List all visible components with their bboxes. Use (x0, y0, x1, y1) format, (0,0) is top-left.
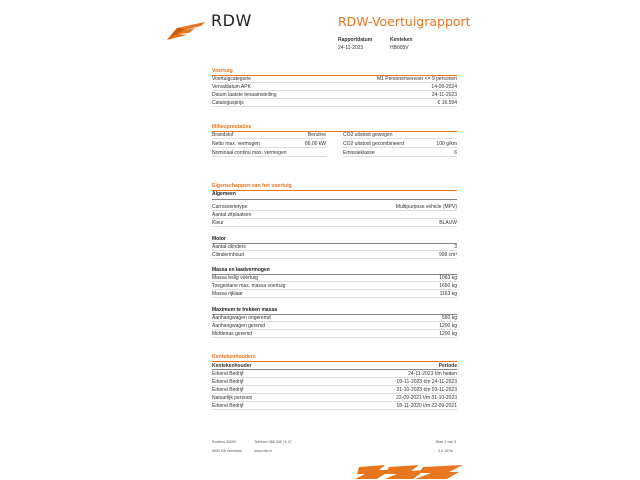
holder-period: 22-09-2021 t/m 31-10-2023 (396, 395, 457, 401)
section-title-properties: Eigenschappen van het voertuig (212, 183, 292, 189)
row-value: BLAUW (439, 220, 457, 226)
row-label: Voertuigcategorie (212, 76, 251, 82)
table-row (212, 322, 457, 330)
decorative-stripes-icon (355, 463, 465, 480)
row-value: € 16.594 (437, 100, 457, 106)
column-header-holder: Kentekenhouder (212, 363, 252, 369)
row-label: Carrosserietype (212, 204, 248, 210)
table-row (212, 131, 326, 139)
row-label: Aantal zitplaatsen (212, 212, 252, 218)
row-value: 6 (454, 150, 457, 156)
row-label: Massa ledig voertuig (212, 275, 258, 281)
footer-code: 3.0.167la (438, 449, 453, 453)
column-header-period: Periode (438, 363, 457, 369)
plate-value: HB005V (390, 45, 409, 51)
footer-postbus: Postbus 30000 (212, 440, 236, 444)
section-title-holders: Kentekenhouders (212, 354, 256, 360)
row-value: 1200 kg (439, 331, 457, 337)
table-row (212, 290, 457, 298)
table-row (212, 330, 457, 338)
section-title-environment: Milieuprestaties (212, 124, 252, 130)
table-row (212, 402, 457, 410)
row-label: Massa rijklaar (212, 291, 243, 297)
report-date-label: Rapportdatum (338, 37, 373, 43)
row-label: Nominaal continu max. vermogen (212, 150, 287, 156)
table-row (212, 394, 457, 402)
table-row (212, 99, 457, 107)
row-value: 1163 kg (439, 291, 457, 297)
holder-period: 03-11-2023 t/m 24-11-2023 (396, 379, 457, 385)
holder-name: Erkend Bedrijf (212, 387, 244, 393)
row-value: 560 kg (441, 315, 457, 321)
table-row (212, 203, 457, 211)
plate-label: Kenteken (390, 37, 413, 43)
holder-name: Natuurlijk persoon (212, 395, 253, 401)
footer-city: 9640 RA Veendam (212, 449, 242, 453)
table-row (343, 140, 457, 148)
table-row (212, 83, 457, 91)
table-row (343, 131, 457, 139)
row-value: 3 (454, 244, 457, 250)
subsection-title-mass: Massa en laadvermogen (212, 267, 270, 273)
row-label: Vervaldatum APK (212, 84, 251, 90)
footer-page-number: Blad 2 van 3 (436, 440, 456, 444)
section-rule (212, 190, 457, 191)
table-row (212, 149, 326, 157)
footer-website-link[interactable]: www.rdw.nl (254, 449, 272, 453)
row-value: Multipurpose vehicle (MPV) (395, 204, 457, 210)
row-value: Benzine (307, 132, 326, 138)
row-label: CO2 uitstoot gecombineerd (343, 141, 404, 147)
row-label: Kleur (212, 220, 224, 226)
row-label: Aantal cilinders (212, 244, 246, 250)
row-value: 999 cm³ (438, 252, 457, 258)
holder-period: 31-10-2023 t/m 03-11-2023 (396, 387, 457, 393)
row-label: Brandstof (212, 132, 234, 138)
row-label: Emissieklasse (343, 150, 375, 156)
footer-phone: Telefoon 088 008 74 47 (254, 440, 292, 444)
holder-period: 24-11-2023 t/m heden (408, 371, 457, 377)
holder-period: 18-11-2020 t/m 22-09-2021 (396, 403, 457, 409)
table-row (212, 243, 457, 251)
table-row (212, 140, 326, 148)
document-title: RDW-Voertuigrapport (338, 14, 471, 29)
brand-name: RDW (211, 11, 252, 30)
row-label: CO2 uitstoot gewogen (343, 132, 393, 138)
row-label: Toegestane max. massa voertuig (212, 283, 286, 289)
table-header-row (212, 362, 457, 370)
row-label: Aanhangwagen geremd (212, 323, 266, 329)
report-date-block (338, 37, 372, 51)
table-row (212, 251, 457, 259)
report-date-value: 24-11-2023 (338, 45, 364, 51)
row-value: 24-11-2023 (431, 92, 457, 98)
table-row (212, 211, 457, 219)
row-value: 14-09-2024 (431, 84, 457, 90)
table-row (212, 91, 457, 99)
table-row (212, 282, 457, 290)
table-row (212, 314, 457, 322)
row-label: Middenas geremd (212, 331, 253, 337)
row-value: 100 g/km (436, 141, 457, 147)
table-row (212, 370, 457, 378)
row-value: 1063 kg (439, 275, 457, 281)
subsection-rule (212, 199, 457, 200)
row-value: 1200 kg (439, 323, 457, 329)
rdw-logo-icon (165, 20, 207, 42)
plate-block (390, 37, 413, 51)
row-value: 66,00 kW (304, 141, 326, 147)
holder-name: Erkend Bedrijf (212, 371, 244, 377)
holder-name: Erkend Bedrijf (212, 403, 244, 409)
table-row (212, 274, 457, 282)
subsection-title-general: Algemeen (212, 191, 236, 197)
table-row (212, 219, 457, 227)
table-row (343, 149, 457, 157)
row-label: Datum laatste tenaamstelling (212, 92, 277, 98)
row-value: 1650 kg (439, 283, 457, 289)
table-row (212, 75, 457, 83)
row-value: M1 Personenvervoer <= 9 personen (376, 76, 457, 82)
row-label: Netto max. vermogen (212, 141, 260, 147)
table-row (212, 378, 457, 386)
subsection-title-engine: Motor (212, 236, 226, 242)
row-label: Cilinderinhoud (212, 252, 244, 258)
section-title-vehicle: Voertuig (212, 68, 233, 74)
table-row (212, 386, 457, 394)
row-label: Catalogusprijs (212, 100, 244, 106)
subsection-title-towing: Maximum te trekken massa (212, 307, 278, 313)
holder-name: Erkend Bedrijf (212, 379, 244, 385)
row-label: Aanhangwagen ongeremd (212, 315, 271, 321)
